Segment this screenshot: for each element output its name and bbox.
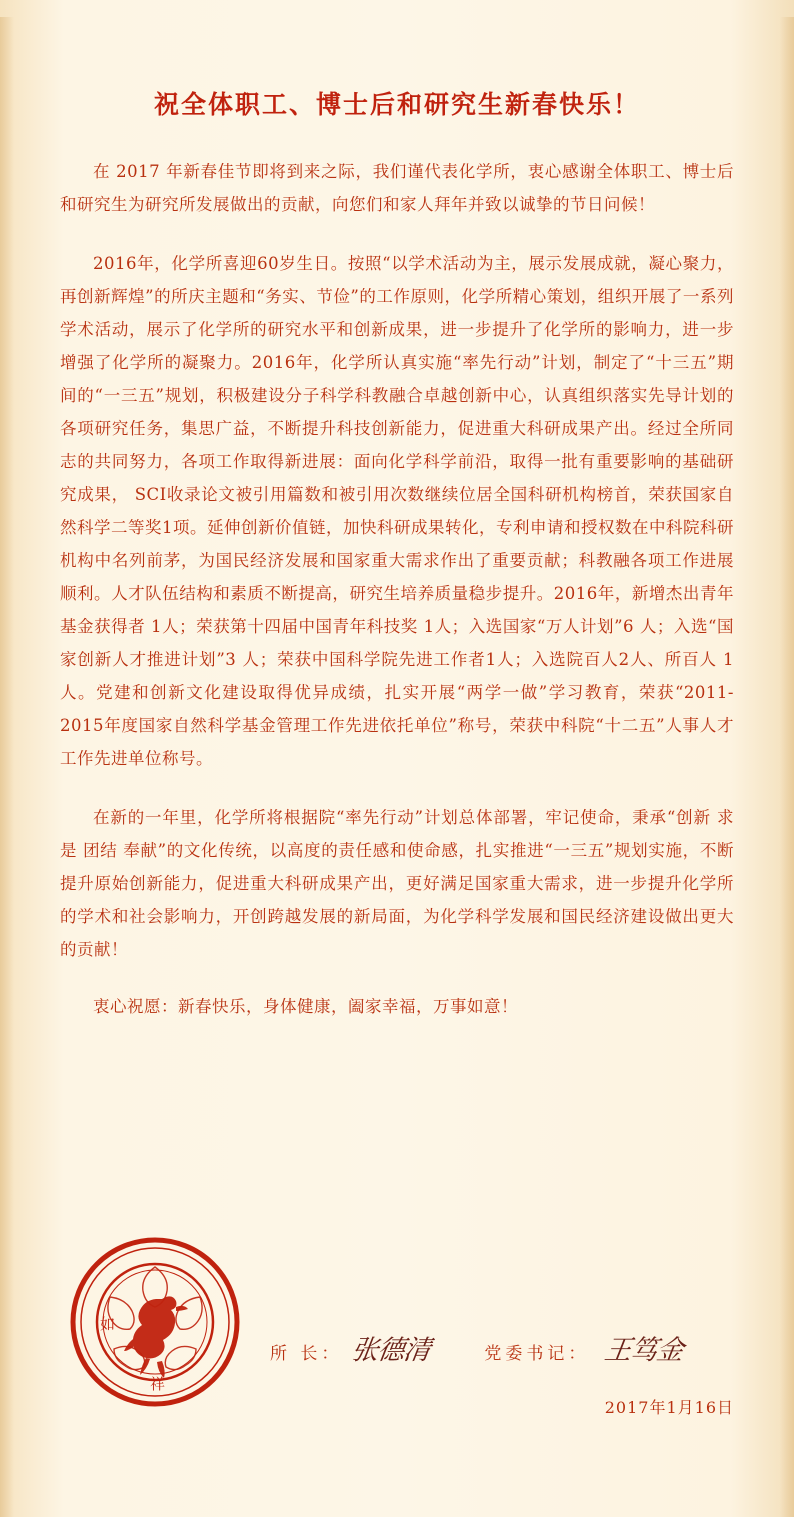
page-edge-left <box>0 17 14 1517</box>
signature-date: 2017年1月16日 <box>604 1397 734 1417</box>
director-label: 所 长： <box>270 1343 343 1364</box>
director-signature: 张德清 <box>349 1334 433 1366</box>
signature-row <box>270 1325 734 1364</box>
paragraph-wishes: 衷心祝愿：新春快乐，身体健康，阖家幸福，万事如意！ <box>93 997 518 1017</box>
official-seal-icon <box>70 1237 240 1407</box>
page-edge-right <box>780 17 794 1517</box>
paragraph-greeting: 在 2017 年新春佳节即将到来之际，我们谨代表化学所，衷心感谢全体职工、博士后和研究生为研究所发展做出的贡献，向您们和家人拜年并致以诚挚的节日问候！ <box>60 162 734 215</box>
seal-text-bottom: 祥 <box>150 1374 166 1393</box>
paragraph-outlook: 在新的一年里，化学所将根据院“率先行动”计划总体部署，牢记使命，秉承“创新 求是 团结 奉献”的文化传统，以高度的责任感和使命感，扎实推进“一三五”规划实施，不断提升原始创新能力，促进重大科研成果产出，更好满足国家重大需求，进一步提升化学所的学术和社会影响力，开创跨越发展的新局面，为化学科学发展和国民经济建设做出更大的贡献！ <box>60 808 734 960</box>
party-secretary-signature: 王笃金 <box>602 1334 686 1366</box>
letter-page <box>0 17 794 1517</box>
signature-area <box>60 1227 734 1457</box>
seal-text-left: 如 <box>100 1314 116 1333</box>
party-secretary-label: 党委书记： <box>484 1343 590 1364</box>
page-title: 祝全体职工、博士后和研究生新春快乐！ <box>153 89 640 119</box>
paragraph-year-review: 2016年，化学所喜迎60岁生日。按照“以学术活动为主，展示发展成就，凝心聚力，再创新辉煌”的所庆主题和“务实、节俭”的工作原则，化学所精心策划，组织开展了一系列学术活动，展示了化学所的研究水平和创新成果，进一步提升了化学所的影响力，进一步增强了化学所的凝聚力。2016年，化学所认真实施“率先行动”计划，制定了“十三五”期间的“一三五”规划，积极建设分子科学科教融合卓越创新中心，认真组织落实先导计划的各项研究任务，集思广益，不断提升科技创新能力，促进重大科研成果产出。经过全所同志的共同努力，各项工作取得新进展：面向化学科学前沿，取得一批有重要影响的基础研究成果， SCI收录论文被引用篇数和被引用次数继续位居全国科研机构榜首，荣获国家自然科学二等奖1项。延伸创新价值链，加快科研成果转化，专利申请和授权数在中科院科研机构中名列前茅，为国民经济发展和国家重大需求作出了重要贡献；科教融各项工作进展顺利。人才队伍结构和素质不断提高，研究生培养质量稳步提升。2016年，新增杰出青年基金获得者 1人；荣获第十四届中国青年科技奖 1人；入选国家“万人计划”6 人；入选“国家创新人才推进计划”3 人；荣获中国科学院先进工作者1人；入选院百人2人、所百人 1人。党建和创新文化建设取得优异成绩，扎实开展“两学一做”学习教育，荣获“2011-2015年度国家自然科学基金管理工作先进依托单位”称号，荣获中科院“十二五”人事人才工作先进单位称号。 <box>60 254 734 769</box>
